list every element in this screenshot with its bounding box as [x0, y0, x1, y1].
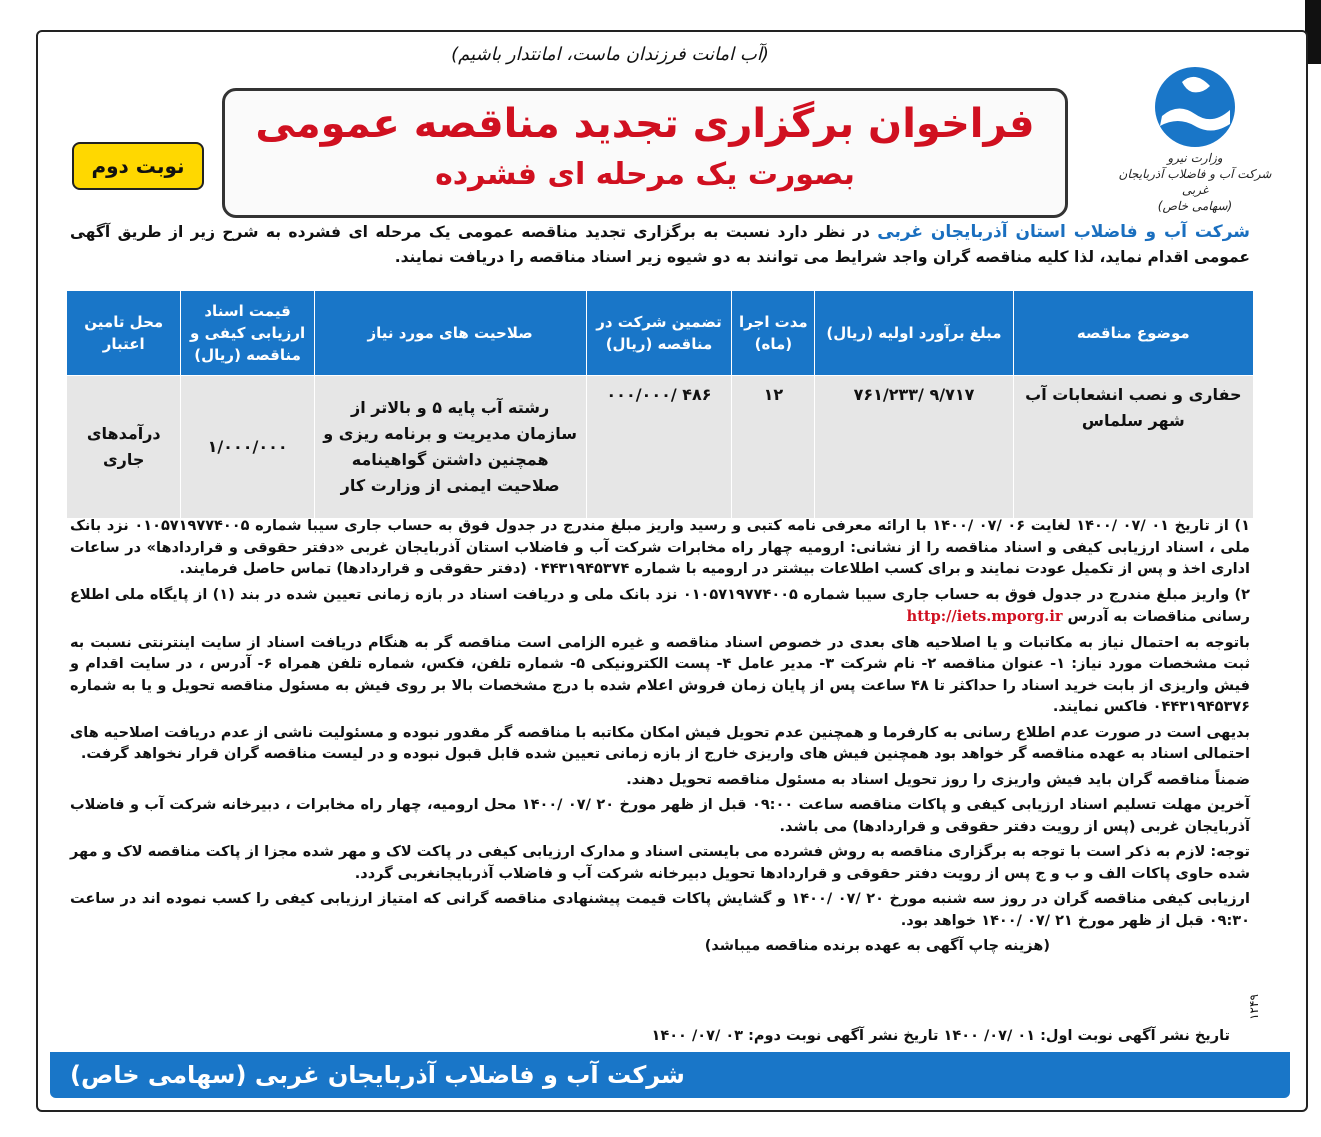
motto: (آب امانت فرزندان ماست، امانتدار باشیم) — [451, 44, 769, 65]
body-paragraph-6: آخرین مهلت تسلیم اسناد ارزیابی کیفی و پاکات مناقصه ساعت ۰۹:۰۰ قبل از ظهر مورخ ۲۰ /۰۷ /۱۴۰۰ محل ارومیه، چهار راه مخابرات ، دبیرخانه شرکت آب و فاضلاب آذربایجان غربی (پس از رویت دفتر حقوقی و قراردادها) می باشد. — [70, 797, 1250, 835]
cell-duration: ۱۲ — [732, 376, 815, 519]
header-qualifications: صلاحیت های مورد نیاز — [314, 291, 586, 376]
body-paragraph-2-text: ۲) واریز مبلغ مندرج در جدول فوق به حساب جاری سیبا شماره ۰۱۰۵۷۱۹۷۷۴۰۰۵ نزد بانک ملی و دریافت اسناد در بازه زمانی تعیین شده در بند (۱) از پایگاه ملی اطلاع رسانی مناقصات به آدرس — [70, 586, 1250, 625]
round-badge: نوبت دوم — [72, 142, 204, 190]
intro-text: در نظر دارد نسبت به برگزاری تجدید مناقصه عمومی یک مرحله ای فشرده به شرح زیر از طریق آگهی عمومی اقدام نماید، لذا کلیه مناقصه گران واجد شرایط می توانند به دو شیوه زیر اسناد مناقصه را دریافت نمایند. — [70, 223, 1250, 266]
header-doc-price: قیمت اسناد ارزیابی کیفی و مناقصه (ریال) — [181, 291, 314, 376]
cell-guarantee: ۴۸۶ /۰۰۰/۰۰۰ — [586, 376, 732, 519]
body-paragraph-1: ۱) از تاریخ ۰۱ /۰۷ /۱۴۰۰ لغایت ۰۶ /۰۷ /۱۴۰۰ با ارائه معرفی نامه کتبی و رسید واریز مبلغ مندرج در جدول فوق به حساب جاری سیبا شماره ۰۱۰۵۷۱۹۷۷۴۰۰۵ نزد بانک ملی ، اسناد ارزیابی کیفی و اسناد مناقصه را از نشانی: ارومیه چهار راه مخابرات شرکت آب و فاضلاب استان آذربایجان غربی «دفتر حقوقی و قراردادها» در ساعات اداری اخذ و پس از تکمیل عودت نمایند و برای کسب اطلاعات بیشتر در ارومیه با شماره ۰۴۴۳۱۹۴۵۳۷۴ (دفتر حقوقی و قراردادها) تماس حاصل فرمایند. — [70, 518, 1250, 577]
body-paragraph-9: (هزینه چاپ آگهی به عهده برنده مناقصه میباشد) — [704, 938, 1050, 954]
header-guarantee: تضمین شرکت در مناقصه (ریال) — [586, 291, 732, 376]
cell-subject: حفاری و نصب انشعابات آب شهر سلماس — [1013, 376, 1253, 519]
water-drop-logo-icon — [1152, 64, 1238, 150]
tender-portal-link[interactable]: http://iets.mporg.ir — [906, 608, 1063, 625]
side-number: ۱۲۴۹ — [1247, 994, 1262, 1020]
tender-table — [66, 290, 1254, 519]
intro-company: شرکت آب و فاضلاب استان آذربایجان غربی — [877, 222, 1250, 242]
logo-line-3: (سهامی خاص) — [1157, 199, 1233, 213]
ad-body — [70, 516, 1250, 962]
body-paragraph-7: توجه: لازم به ذکر است با توجه به برگزاری مناقصه به روش فشرده می بایستی اسناد و مدارک ارزیابی کیفی در پاکت لاک و مهر شده مجزا از پاکت مناقصه لاک و مهر شده حاوی پاکات الف و ب و ج پس از رویت دفتر حقوقی و قراردادها تحویل دبیرخانه شرکت آب و فاضلاب آذربایجانغربی گردد. — [70, 844, 1250, 882]
body-paragraph-3: باتوجه به احتمال نیاز به مکاتبات و یا اصلاحیه های بعدی در خصوص اسناد مناقصه و غیره الزامی است مناقصه گر به هنگام دریافت اسناد از سایت اینترنتی نسبت به ثبت مشخصات مورد نیاز: ۱- عنوان مناقصه ۲- نام شرکت ۳- مدیر عامل ۴- پست الکترونیکی ۵- شماره تلفن، فکس، شماره تلفن همراه ۶- آدرس ، در سایت اقدام و فیش واریزی از بابت خرید اسناد را حداکثر تا ۴۸ ساعت پس از پایان زمان فروش اعلام شده با درج مشخصات بالا بر روی فیش به مسئول مناقصه تحویل و یا به شماره ۰۴۴۳۱۹۴۵۳۷۶ فاکس نمایند. — [70, 634, 1251, 715]
header-funding: محل تامین اعتبار — [67, 291, 181, 376]
body-paragraph-8: ارزیابی کیفی مناقصه گران در روز سه شنبه مورخ ۲۰ /۰۷ /۱۴۰۰ و گشایش پاکات قیمت پیشنهادی مناقصه گرانی که امتیاز ارزیابی کیفی را کسب نموده اند در ساعت ۰۹:۳۰ قبل از ظهر مورخ ۲۱ /۰۷ /۱۴۰۰ خواهد بود. — [70, 891, 1250, 929]
logo-line-1: وزارت نیرو — [1167, 151, 1223, 165]
publish-dates: تاریخ نشر آگهی نوبت اول: ۰۱ /۰۷/ ۱۴۰۰ تاریخ نشر آگهی نوبت دوم: ۰۳ /۰۷/ ۱۴۰۰ — [651, 1028, 1230, 1044]
company-logo — [1105, 64, 1285, 214]
page-title: فراخوان برگزاری تجدید مناقصه عمومی — [255, 101, 1035, 147]
footer-banner: شرکت آب و فاضلاب آذربایجان غربی (سهامی خاص) — [50, 1052, 1290, 1098]
logo-line-2: شرکت آب و فاضلاب آذربایجان غربی — [1118, 167, 1272, 197]
table-row — [67, 376, 1254, 519]
table-header-row — [67, 291, 1254, 376]
body-paragraph-4: بدیهی است در صورت عدم اطلاع رسانی به کارفرما و همچنین عدم تحویل فیش امکان مکاتبه با مناقصه گر مقدور نبوده و مسئولیت ناشی از عدم دریافت اصلاحیه های احتمالی اسناد به عهده مناقصه گر خواهد بود همچنین فیش های واریزی خارج از بازه زمانی تعیین شده قابل قبول نبوده و در لیست مناقصه گران قرار نخواهد گرفت. — [70, 724, 1250, 762]
title-box — [222, 88, 1068, 218]
header-estimate: مبلغ برآورد اولیه (ریال) — [815, 291, 1013, 376]
cell-qualifications: رشته آب پایه ۵ و بالاتر از سازمان مدیریت و برنامه ریزی و همچنین داشتن گواهینامه صلاحیت ایمنی از وزارت کار — [314, 376, 586, 519]
page-subtitle: بصورت یک مرحله ای فشرده — [435, 157, 855, 192]
body-paragraph-2 — [70, 585, 1250, 629]
header-subject: موضوع مناقصه — [1013, 291, 1253, 376]
header-duration: مدت اجرا (ماه) — [732, 291, 815, 376]
cell-funding: درآمدهای جاری — [67, 376, 181, 519]
intro-paragraph — [70, 220, 1250, 270]
cell-doc-price: ۱/۰۰۰/۰۰۰ — [181, 376, 314, 519]
cell-estimate: ۹/۷۱۷ /۷۶۱/۲۳۳ — [815, 376, 1013, 519]
body-paragraph-5: ضمناً مناقصه گران باید فیش واریزی را روز تحویل اسناد به مسئول مناقصه تحویل دهند. — [626, 771, 1250, 788]
